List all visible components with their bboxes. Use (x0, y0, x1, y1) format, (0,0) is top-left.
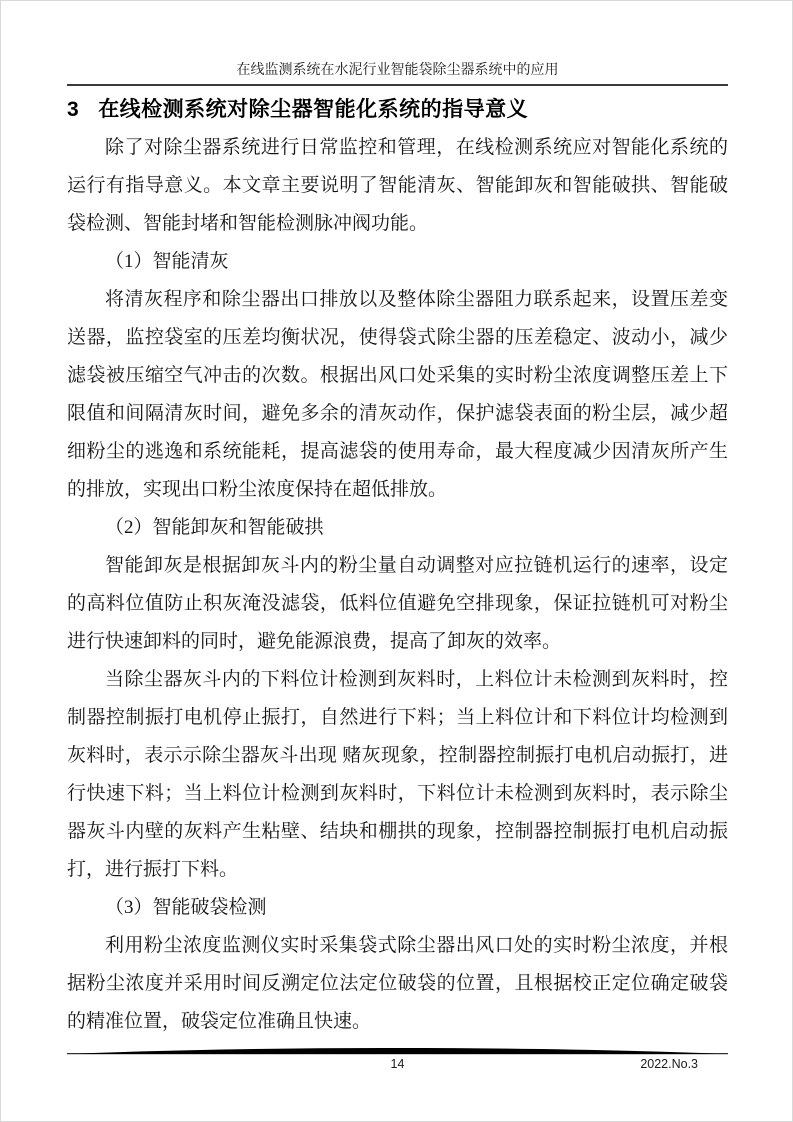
section-heading-number: 3 (67, 98, 80, 121)
paragraph: 智能卸灰是根据卸灰斗内的粉尘量自动调整对应拉链机运行的速率，设定的高料位值防止积灰淹没滤袋，低料位值避免空排现象，保证拉链机可对粉尘进行快速卸料的同时，避免能源浪费，提高了卸灰的效率。 (67, 555, 728, 652)
footer-divider (67, 1045, 728, 1056)
running-header-title: 在线监测系统在水泥行业智能袋除尘器系统中的应用 (67, 1, 728, 86)
paragraph: 利用粉尘浓度监测仪实时采集袋式除尘器出风口处的实时粉尘浓度，并根据粉尘浓度并采用时间反溯定位法定位破袋的位置，且根据校正定位确定破袋的精准位置，破袋定位准确且快速。 (67, 935, 728, 1032)
body-text-block (67, 129, 728, 1041)
issue-label: 2022.No.3 (640, 1057, 698, 1071)
subheading-paragraph: （1）智能清灰 (105, 251, 229, 272)
subheading-paragraph: （2）智能卸灰和智能破拱 (105, 517, 324, 538)
subheading-paragraph: （3）智能破袋检测 (105, 897, 267, 918)
paragraph: 将清灰程序和除尘器出口排放以及整体除尘器阻力联系起来，设置压差变送器，监控袋室的压差均衡状况，使得袋式除尘器的压差稳定、波动小，减少滤袋被压缩空气冲击的次数。根据出风口处采集的实时粉尘浓度调整压差上下限值和间隔清灰时间，避免多余的清灰动作，保护滤袋表面的粉尘层，减少超细粉尘的逃逸和系统能耗，提高滤袋的使用寿命，最大程度减少因清灰所产生的排放，实现出口粉尘浓度保持在超低排放。 (67, 289, 728, 500)
page-content (67, 1, 728, 1041)
section-heading-text: 在线检测系统对除尘器智能化系统的指导意义 (98, 98, 529, 121)
footer-meta (67, 1056, 728, 1074)
paragraph: 除了对除尘器系统进行日常监控和管理，在线检测系统应对智能化系统的运行有指导意义。本文章主要说明了智能清灰、智能卸灰和智能破拱、智能破袋检测、智能封堵和智能检测脉冲阀功能。 (67, 137, 728, 234)
page-footer (67, 1045, 728, 1074)
section-heading (67, 93, 728, 127)
paragraph: 当除尘器灰斗内的下料位计检测到灰料时，上料位计未检测到灰料时，控制器控制振打电机停止振打，自然进行下料；当上料位计和下料位计均检测到灰料时，表示示除尘器灰斗出现 赌灰现象，控制器控制振打电机启动振打，进行快速下料；当上料位计检测到灰料时，下料位计未检测到灰料时，表示除尘器灰斗内壁的灰料产生粘壁、结块和棚拱的现象，控制器控制振打电机启动振打，进行振打下料。 (67, 669, 728, 880)
page-number: 14 (390, 1057, 405, 1071)
